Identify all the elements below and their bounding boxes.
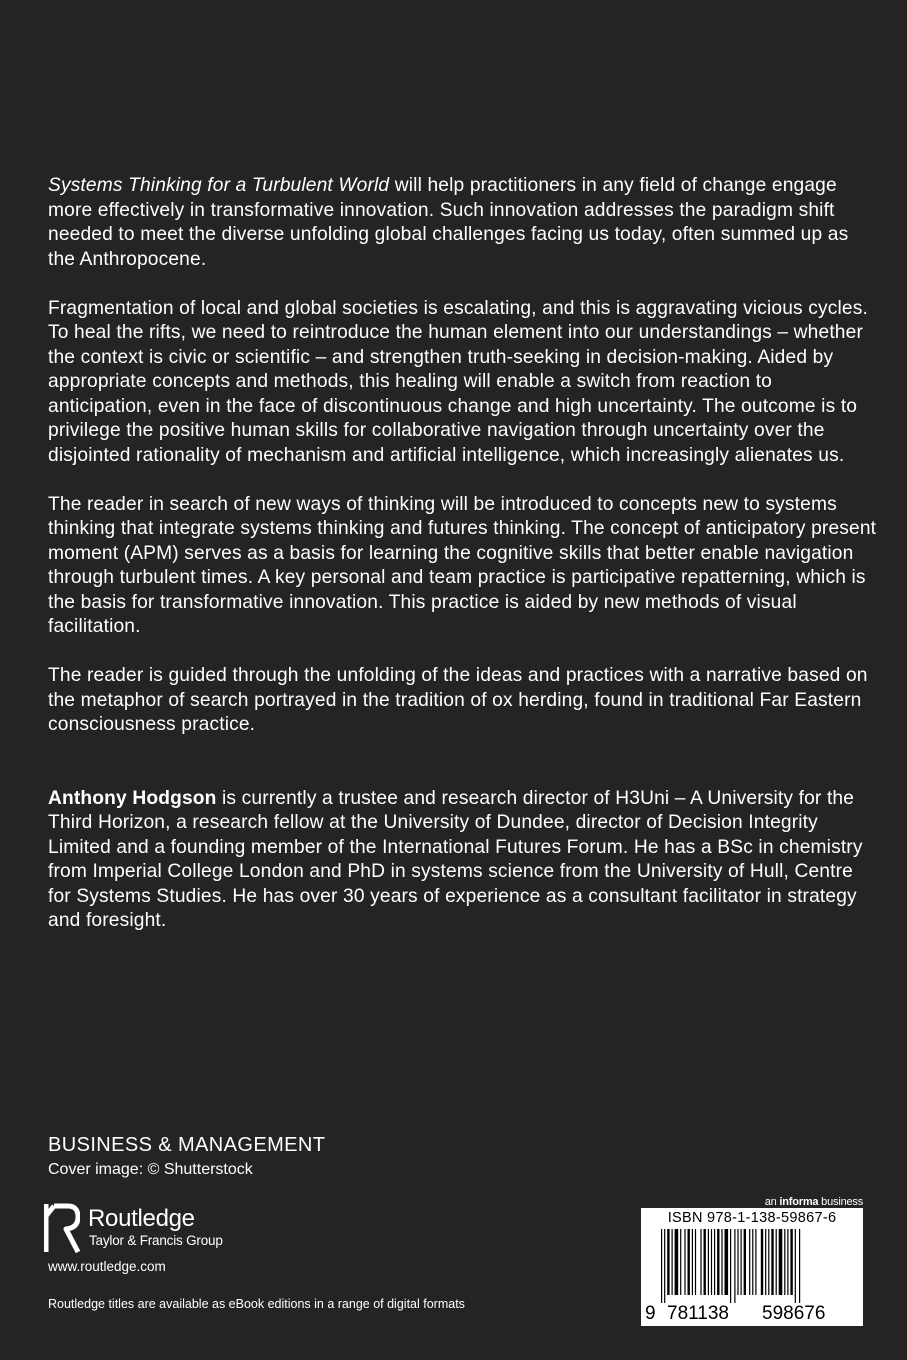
- subject-category: BUSINESS & MANAGEMENT: [48, 1134, 326, 1156]
- publisher-name: Routledge: [88, 1205, 195, 1232]
- barcode-bar: [744, 1229, 746, 1295]
- barcode-bar: [704, 1229, 706, 1295]
- blurb-paragraph-1: [48, 174, 878, 272]
- barcode-bar: [752, 1229, 753, 1295]
- blurb-paragraph-2: Fragmentation of local and global societies is escalating, and this is aggravating vicious cycles. To heal the rifts, we need to reintroduce the human element into our understandings – whether the context is civic or scientific – and strengthen truth-seeking in decision-making. Aided by appropriate concepts and methods, this healing will enable a switch from reaction to anticipation, even in the face of discontinuous change and high uncertainty. The outcome is to privilege the positive human skills for collaborative navigation through uncertainty over the disjointed rationality of mechanism and artificial intelligence, which increasingly alienates us.: [48, 297, 868, 466]
- barcode-bar: [776, 1229, 777, 1295]
- barcode-bar: [664, 1229, 665, 1303]
- isbn-digits: [641, 1303, 863, 1325]
- blurb-paragraph-4: The reader is guided through the unfolding of the ideas and practices with a narrative based on the metaphor of search portrayed in the tradition of ox herding, found in traditional Far Eastern consciousness practice.: [48, 665, 868, 735]
- barcode-bar: [688, 1229, 690, 1295]
- isbn-barcode: [641, 1208, 863, 1326]
- informa-business-tag: [765, 1196, 863, 1208]
- barcode-bar: [779, 1229, 783, 1295]
- informa-brand: informa: [779, 1196, 819, 1208]
- barcode-bar: [725, 1229, 729, 1295]
- barcode-bar: [755, 1229, 756, 1295]
- isbn-digit-group-right: 598676: [762, 1303, 826, 1324]
- barcode-bar: [784, 1229, 785, 1295]
- barcode-bar: [795, 1229, 796, 1303]
- blurb-paragraph-1-text: will help practitioners in any field of change engage more effectively in transformative innovation. Such innovation addresses the paradigm shift needed to meet the diverse unfolding global challenges facing us today, often summed up as the Anthropocene.: [48, 175, 849, 270]
- barcode-bar: [708, 1229, 709, 1295]
- barcode-bar: [672, 1229, 673, 1295]
- back-cover-text: [48, 174, 878, 958]
- barcode-bar: [768, 1229, 769, 1295]
- barcode-bar: [787, 1229, 788, 1295]
- routledge-logo: [44, 1202, 244, 1256]
- barcode-bar: [737, 1229, 738, 1295]
- barcode-bar: [761, 1229, 763, 1295]
- routledge-r-icon: [44, 1202, 80, 1254]
- cover-credit: Cover image: © Shutterstock: [48, 1161, 253, 1178]
- barcode-bar: [717, 1229, 719, 1295]
- barcode-bar: [714, 1229, 715, 1295]
- barcode-bar: [771, 1229, 773, 1295]
- ebook-note: Routledge titles are available as eBook editions in a range of digital formats: [48, 1297, 465, 1311]
- author-bio: [48, 787, 878, 934]
- informa-suffix: business: [818, 1196, 863, 1208]
- barcode-bar: [711, 1229, 712, 1295]
- barcode-bars: [641, 1229, 863, 1303]
- barcode-bar: [692, 1229, 693, 1295]
- book-title: Systems Thinking for a Turbulent World: [48, 175, 390, 196]
- publisher-website[interactable]: www.routledge.com: [48, 1259, 166, 1274]
- barcode-bar: [741, 1229, 742, 1295]
- publisher-group: Taylor & Francis Group: [89, 1233, 223, 1248]
- informa-prefix: an: [764, 1196, 780, 1208]
- barcode-bar: [684, 1229, 685, 1295]
- isbn-label: ISBN 978-1-138-59867-6: [667, 1210, 837, 1226]
- barcode-bar: [675, 1229, 679, 1295]
- barcode-bar: [790, 1229, 792, 1295]
- author-name: Anthony Hodgson: [48, 787, 217, 809]
- barcode-bar: [695, 1229, 696, 1295]
- blurb-paragraph-3: The reader in search of new ways of thinking will be introduced to concepts new to systems thinking that integrate systems thinking and futures thinking. The concept of anticipatory present moment (APM) serves as a basis for learning the cognitive skills that better enable navigation through turbulent times. A key personal and team practice is participative repatterning, which is the basis for transformative innovation. This practice is aided by new methods of visual facilitation.: [48, 493, 877, 637]
- barcode-bar: [749, 1229, 750, 1295]
- barcode-bar: [799, 1229, 800, 1303]
- barcode-bar: [730, 1229, 731, 1303]
- author-bio-text: is currently a trustee and research director of H3Uni – A University for the Third Horizon, a research fellow at the University of Dundee, director of Decision Integrity Limited and a founding member of the International Futures Forum. He has a BSc in chemistry from Imperial College London and PhD in systems science from the University of Hull, Centre for Systems Studies. He has over 30 years of experience as a consultant facilitator in strategy and foresight.: [48, 787, 863, 931]
- isbn-digit-group-left: 781138: [667, 1303, 729, 1324]
- barcode-bar: [734, 1229, 735, 1303]
- barcode-bar: [700, 1229, 701, 1295]
- barcode-bar: [721, 1229, 722, 1295]
- barcode-bar: [667, 1229, 669, 1295]
- isbn-digit-prefix: 9: [645, 1303, 656, 1324]
- barcode-bar: [765, 1229, 766, 1295]
- barcode-bar: [680, 1229, 681, 1295]
- barcode-bar: [661, 1229, 662, 1303]
